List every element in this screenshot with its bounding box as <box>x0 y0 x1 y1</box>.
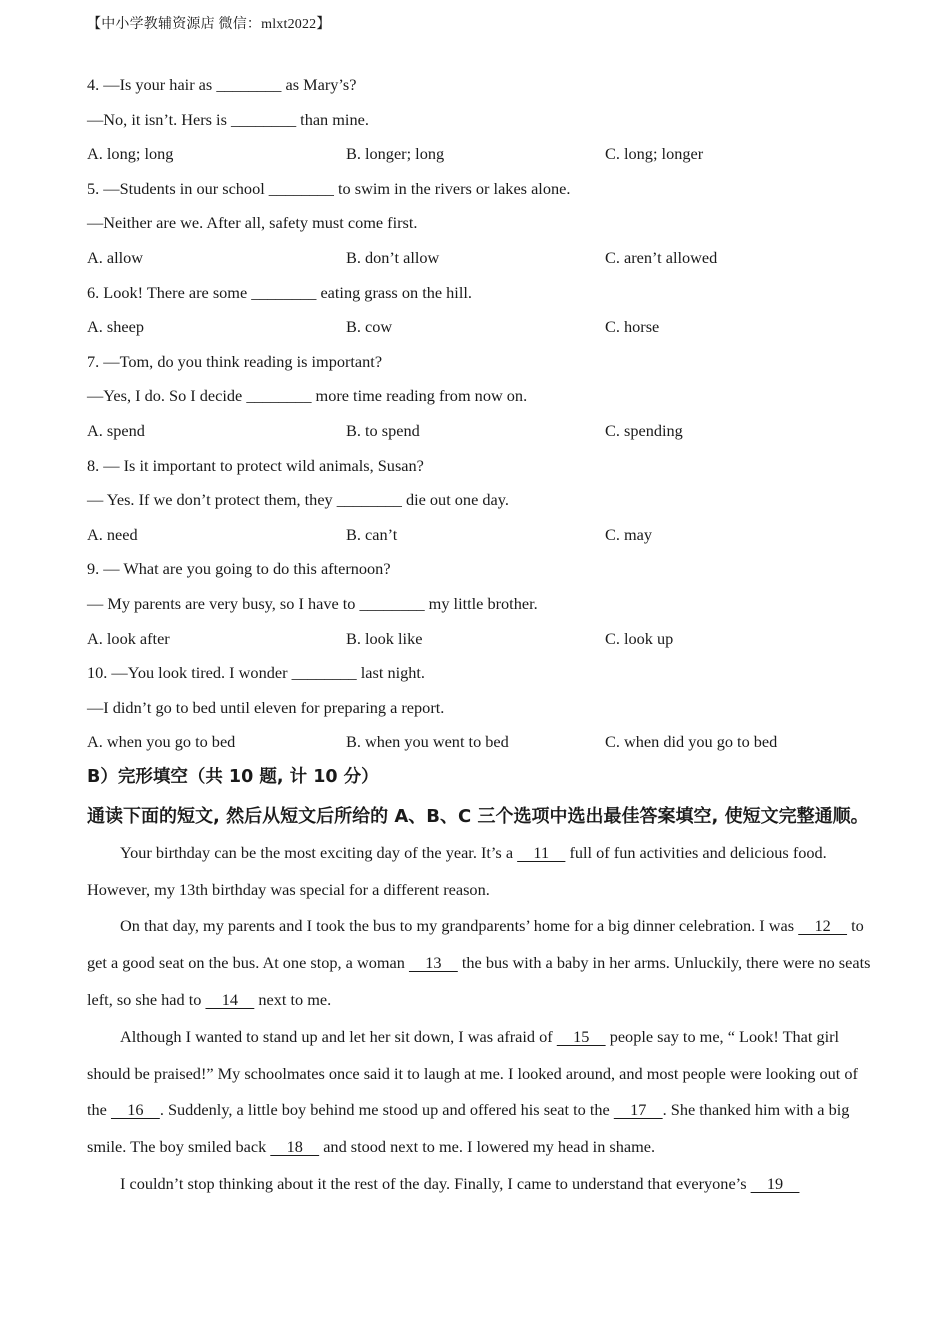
passage-text: full of fun activities and delicious food. However, my 13th birthday was special for a different reason. <box>87 842 827 899</box>
question-stem: 9. — What are you going to do this afternoon? <box>87 559 391 579</box>
options-row <box>87 417 877 452</box>
options-row <box>87 521 877 556</box>
question-stem: 5. —Students in our school ________ to swim in the rivers or lakes alone. <box>87 178 571 198</box>
option-c: C. aren’t allowed <box>605 247 718 267</box>
cloze-blank: 18 <box>270 1137 320 1157</box>
question-stem: —Neither are we. After all, safety must come first. <box>87 213 418 233</box>
question-5 <box>87 175 877 279</box>
question-stem: 10. —You look tired. I wonder ________ last night. <box>87 663 425 683</box>
options-row <box>87 244 877 279</box>
option-a: A. sheep <box>87 317 144 337</box>
passage-text: . Suddenly, a little boy behind me stood up and offered his seat to the <box>159 1100 614 1120</box>
cloze-blank: 15 <box>556 1026 606 1046</box>
question-stem: 4. —Is your hair as ________ as Mary’s? <box>87 75 357 94</box>
passage-text: the bus with a baby in her arms. Unluckily, there were no seats left, so she had to <box>87 953 871 1010</box>
page-header: 【中小学教辅资源店 微信：mlxt2022】 <box>87 17 331 32</box>
passage-paragraph <box>87 908 877 1018</box>
passage-text: I couldn’t stop thinking about it the rest of the day. Finally, I came to understand that everyone’s <box>120 1174 751 1194</box>
cloze-blank: 13 <box>408 953 458 973</box>
passage-text: to get a good seat on the bus. At one stop, a woman <box>87 916 864 973</box>
option-b: B. when you went to bed <box>346 732 509 752</box>
question-stem: — Yes. If we don’t protect them, they ________ die out one day. <box>87 490 509 510</box>
option-a: A. when you go to bed <box>87 732 236 752</box>
question-stem: —Yes, I do. So I decide ________ more time reading from now on. <box>87 386 528 406</box>
question-stem: 8. — Is it important to protect wild animals, Susan? <box>87 455 424 475</box>
option-c: C. when did you go to bed <box>605 732 778 752</box>
option-c: C. look up <box>605 628 674 648</box>
cloze-blank: 16 <box>110 1100 160 1120</box>
options-row <box>87 728 877 763</box>
passage-paragraph <box>87 835 877 909</box>
cloze-blank: 11 <box>517 842 566 862</box>
passage-text: and stood next to me. I lowered my head in shame. <box>319 1137 656 1157</box>
question-9 <box>87 555 877 659</box>
option-a: A. spend <box>87 420 145 440</box>
cloze-blank: 14 <box>205 990 255 1010</box>
question-stem: —I didn’t go to bed until eleven for preparing a report. <box>87 697 445 717</box>
section-b-title: B）完形填空（共 10 题, 计 10 分） <box>87 766 379 787</box>
passage-text: . She thanked him with a big smile. The boy smiled back <box>87 1100 850 1157</box>
options-row <box>87 140 877 175</box>
passage-text: next to me. <box>254 990 332 1010</box>
passage-paragraph <box>87 1166 877 1203</box>
option-a: A. look after <box>87 628 170 648</box>
passage-paragraph <box>87 1019 877 1166</box>
option-b: B. don’t allow <box>346 247 440 267</box>
passage-text: On that day, my parents and I took the bus to my grandparents’ home for a big dinner celebration. I was <box>120 916 799 936</box>
cloze-blank: 19 <box>750 1174 800 1194</box>
option-c: C. may <box>605 524 653 544</box>
passage-text: Although I wanted to stand up and let her sit down, I was afraid of <box>120 1026 557 1046</box>
section-b-instruction: 通读下面的短文, 然后从短文后所给的 A、B、C 三个选项中选出最佳答案填空, 使短文完整通顺。 <box>87 805 869 827</box>
question-stem: —No, it isn’t. Hers is ________ than mine. <box>87 109 369 129</box>
passage-text: Your birthday can be the most exciting day of the year. It’s a <box>120 842 518 862</box>
cloze-blank: 12 <box>798 916 848 936</box>
question-stem: 6. Look! There are some ________ eating grass on the hill. <box>87 282 472 302</box>
options-row <box>87 625 877 660</box>
options-row <box>87 313 877 348</box>
option-b: B. to spend <box>346 420 420 440</box>
option-b: B. longer; long <box>346 144 445 164</box>
option-a: A. allow <box>87 247 144 267</box>
option-a: A. long; long <box>87 144 174 164</box>
option-c: C. horse <box>605 317 660 337</box>
option-b: B. cow <box>346 317 393 337</box>
question-4 <box>87 71 877 175</box>
cloze-blank: 17 <box>613 1100 663 1120</box>
passage-text: people say to me, “ Look! That girl should be praised!” My schoolmates once said it to laugh at me. I looked around, and most people were looking out of the <box>87 1026 858 1120</box>
question-10 <box>87 659 877 763</box>
document-body <box>87 71 877 1203</box>
cloze-passage <box>87 835 877 1203</box>
question-stem: — My parents are very busy, so I have to ________ my little brother. <box>87 593 538 613</box>
question-stem: 7. —Tom, do you think reading is important? <box>87 351 383 371</box>
question-6 <box>87 279 877 348</box>
question-8 <box>87 452 877 556</box>
option-c: C. long; longer <box>605 144 704 164</box>
option-b: B. can’t <box>346 524 398 544</box>
question-7 <box>87 348 877 452</box>
option-a: A. need <box>87 524 138 544</box>
option-c: C. spending <box>605 420 683 440</box>
option-b: B. look like <box>346 628 423 648</box>
